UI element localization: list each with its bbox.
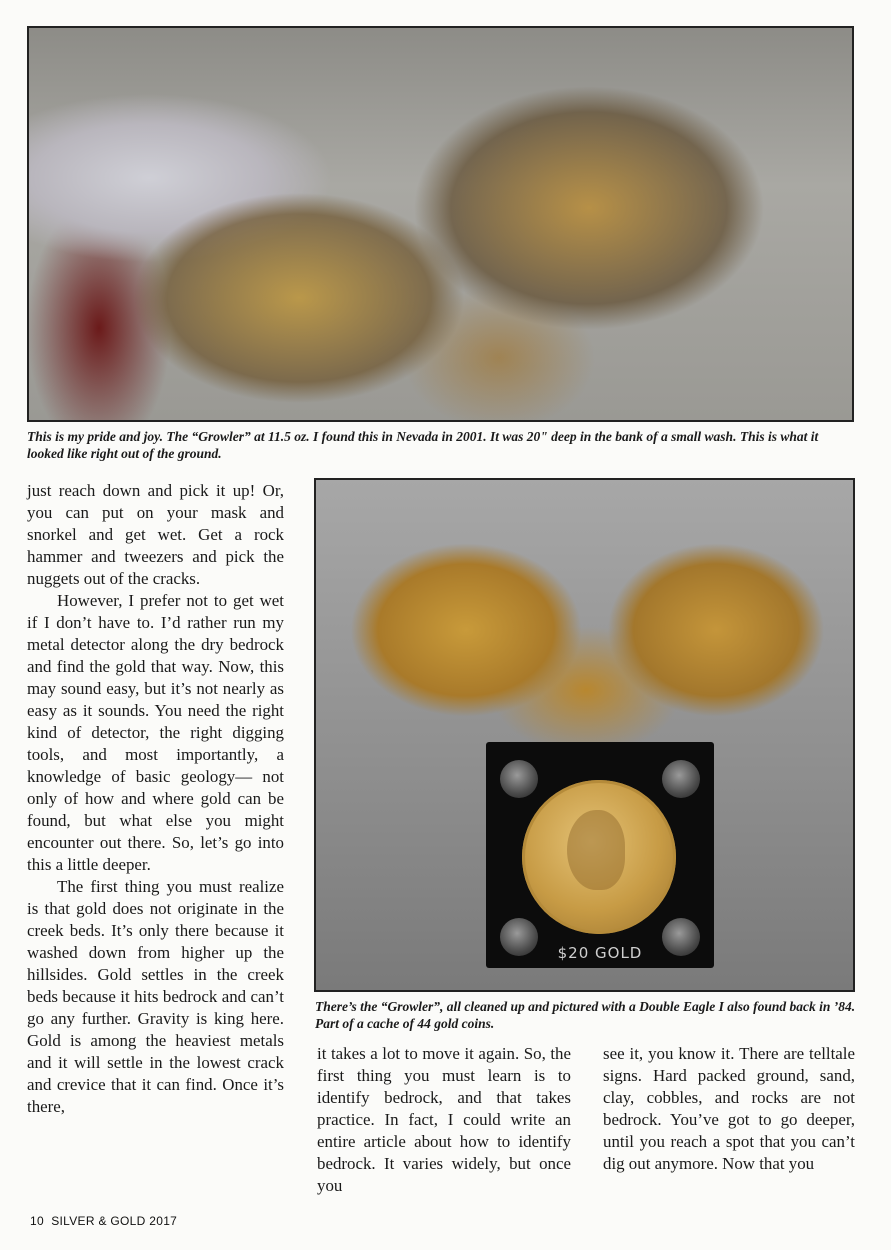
- paragraph: see it, you know it. There are telltale signs. Hard packed ground, sand, clay, cobbles, and rocks are not bedrock. You’ve got to go deeper, until you reach a spot that you can’t dig out anymore. Now that you: [603, 1044, 855, 1173]
- liberty-head-icon: [567, 810, 625, 890]
- right-photo-caption: There’s the “Growler”, all cleaned up and pictured with a Double Eagle I also found back in ’84. Part of a cache of 44 gold coins.: [315, 999, 856, 1031]
- paragraph: it takes a lot to move it again. So, the first thing you must learn is to identify bedrock, and that takes practice. In fact, I could write an entire article about how to identify bedrock. It varies widely, but once you: [317, 1044, 571, 1195]
- coin-holder-label: $20 GOLD: [557, 944, 643, 962]
- publication-name: SILVER & GOLD 2017: [51, 1214, 178, 1228]
- nugget-in-hand-photo: [27, 26, 854, 422]
- screw-icon: [500, 760, 538, 798]
- paragraph: However, I prefer not to get wet if I don’t have to. I’d rather run my metal detector along the dry bedrock and find the gold that way. Now, this may sound easy, but it’s not nearly as easy as it sounds. You need the right kind of detector, the right digging tools, and most importantly, a knowledge of basic geology— not only of how and where gold can be found, but what else you might encounter out there. So, let’s go into this a little deeper.: [27, 591, 284, 874]
- top-photo-caption: This is my pride and joy. The “Growler” at 11.5 oz. I found this in Nevada in 2001. It was 20" deep in the bank of a small wash. This is what it looked like right out of the ground.: [27, 429, 819, 461]
- article-right-column: [603, 1043, 855, 1175]
- paragraph: just reach down and pick it up! Or, you can put on your mask and snorkel and get wet. Get a rock hammer and tweezers and pick the nuggets out of the cracks.: [27, 481, 284, 588]
- page-number: 10: [30, 1214, 44, 1228]
- article-left-column: [27, 480, 284, 1118]
- coin-holder: [486, 742, 714, 968]
- double-eagle-coin: [522, 780, 676, 934]
- screw-icon: [662, 760, 700, 798]
- cleaned-nugget-with-coin-photo: [314, 478, 855, 992]
- page-footer: [30, 1214, 177, 1228]
- article-middle-column: [317, 1043, 571, 1197]
- paragraph: The first thing you must realize is that gold does not originate in the creek beds. It’s only there because it washed down from higher up the hillsides. Gold settles in the creek beds because it hits bedrock and can’t go any further. Gravity is king here. Gold is among the heaviest metals and it will settle in the lowest crack and crevice that it can find. Once it’s there,: [27, 877, 284, 1116]
